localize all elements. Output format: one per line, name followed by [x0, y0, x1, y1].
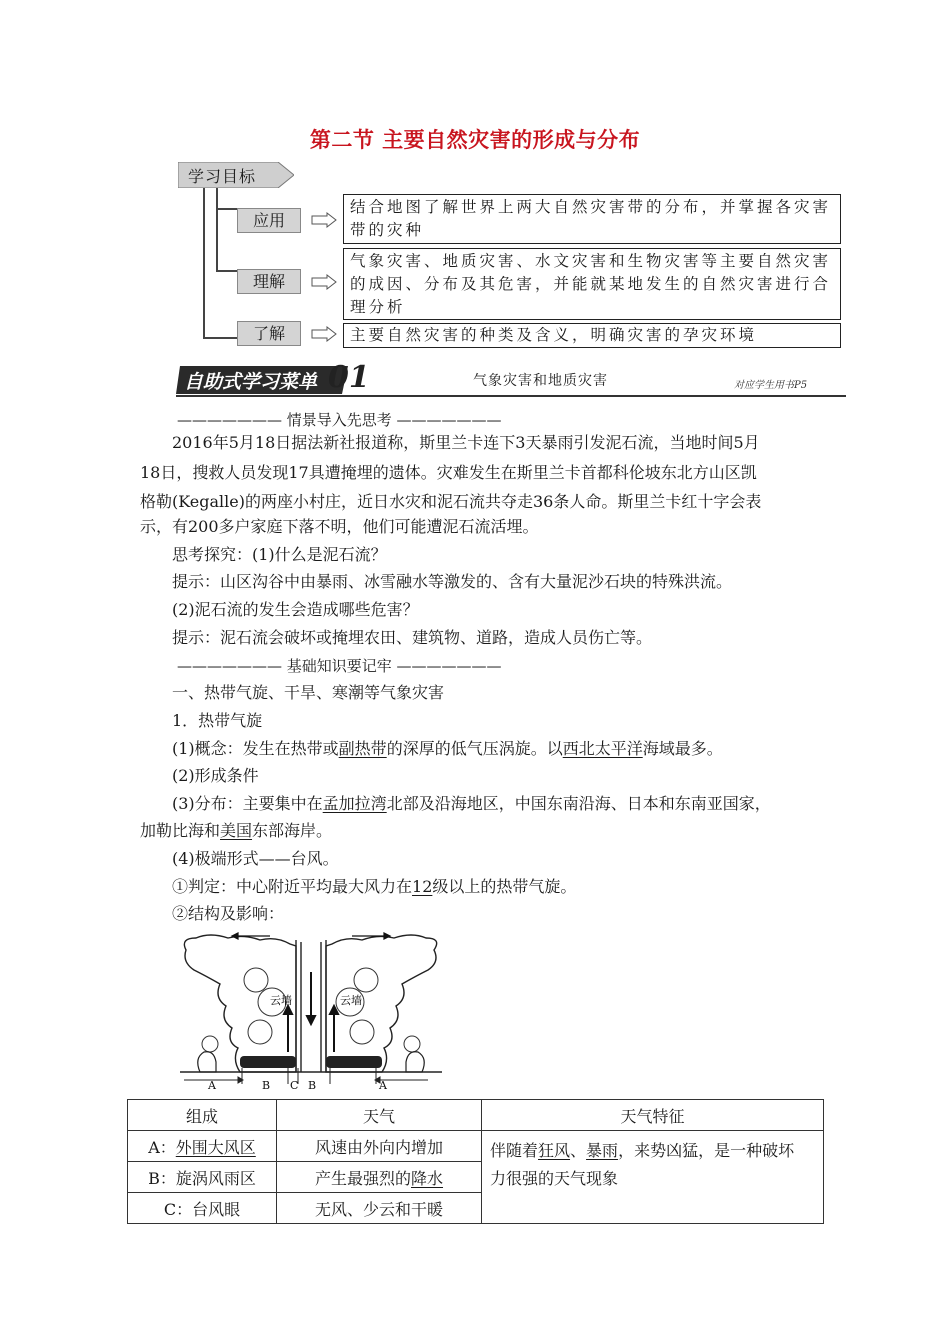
text: 无风、少云和干暖: [314, 1199, 443, 1219]
text: ①判定：中心附近平均最大风力在: [172, 877, 413, 896]
table-cell-weather: [277, 1131, 482, 1162]
text: 东部海岸。: [252, 821, 333, 840]
zone-a-right: A: [379, 1079, 387, 1092]
text: 产生最强烈的: [314, 1168, 411, 1188]
table-row: [128, 1131, 824, 1162]
blank-answer: 狂风: [538, 1141, 571, 1160]
text: B：旋涡风雨区: [148, 1168, 256, 1188]
distribution-line-2: [140, 817, 332, 845]
tree-branch-1: [216, 208, 237, 210]
arrow-icon: [311, 274, 337, 290]
blank-answer: 12: [412, 877, 433, 896]
text: 的深厚的低气压涡旋。以: [386, 739, 563, 758]
typhoon-structure-diagram: [180, 932, 442, 1092]
blank-answer: 降水: [411, 1168, 444, 1188]
blank-answer: 外围大风区: [175, 1137, 256, 1157]
objective-text-understand: 气象灾害、地质灾害、水文灾害和生物灾害等主要自然灾害的成因、分布及其危害，并能就某地发生的自然灾害进行合理分析: [343, 248, 841, 320]
concept-line: [172, 735, 723, 763]
right-eyewall-label: 云墙: [340, 994, 362, 1007]
zone-c: C: [290, 1079, 299, 1092]
text: (3)分布：主要集中在: [172, 794, 323, 813]
table-header-part: 组成: [128, 1100, 277, 1131]
objective-tag-know: 了解: [237, 321, 301, 346]
text: ，来势凶猛，是一种破坏: [618, 1141, 795, 1160]
scenario-line-3: 格勒(Kegalle)的两座小村庄，近日水灾和泥石流共夺走36条人命。斯里兰卡红十字会表: [140, 492, 762, 511]
table-header-row: [128, 1100, 824, 1131]
menu-banner: [176, 362, 376, 396]
blank-answer: 孟加拉湾: [322, 794, 387, 813]
text: 、: [570, 1141, 587, 1160]
banner-reference: 对应学生用书P5: [734, 380, 808, 391]
table-cell-part: [128, 1162, 277, 1193]
blank-answer: 西北太平洋: [562, 739, 643, 758]
table-header-weather: 天气: [277, 1100, 482, 1131]
question-1: 思考探究：(1)什么是泥石流？: [172, 545, 387, 564]
tree-trunk-inner: [216, 188, 218, 271]
banner-rule: [176, 395, 846, 397]
text: 海域最多。: [642, 739, 723, 758]
arrow-icon: [311, 212, 337, 228]
objective-tag-apply: 应用: [237, 208, 301, 233]
extreme-form: (4)极端形式——台风。: [172, 849, 339, 868]
blank-answer: 美国: [220, 821, 253, 840]
objective-text-know: 主要自然灾害的种类及含义，明确灾害的孕灾环境: [343, 323, 841, 348]
banner-label: 自助式学习菜单: [184, 371, 318, 393]
text: 加勒比海和: [140, 821, 221, 840]
tree-branch-3: [203, 337, 237, 339]
table-cell-weather: [277, 1193, 482, 1224]
table-header-feature: 天气特征: [482, 1100, 824, 1131]
text: 伴随着: [490, 1141, 539, 1160]
scenario-line-4: 示，有200多户家庭下落不明，他们可能遭泥石流活埋。: [140, 517, 539, 536]
table-cell-weather: [277, 1162, 482, 1193]
knowledge-heading-2: 1．热带气旋: [172, 711, 263, 730]
objective-tag-understand: 理解: [237, 269, 301, 294]
objectives-header: [178, 162, 294, 188]
structure-line: ②结构及影响：: [172, 904, 285, 923]
judgement-line: [172, 873, 576, 901]
knowledge-heading-1: 一、热带气旋、干旱、寒潮等气象灾害: [172, 683, 445, 702]
distribution-line-1: [172, 790, 771, 818]
text: 风速由外向内增加: [314, 1137, 443, 1157]
objective-text-apply: 结合地图了解世界上两大自然灾害带的分布，并掌握各灾害带的灾种: [343, 194, 841, 244]
page-title: 第二节 主要自然灾害的形成与分布: [309, 128, 641, 152]
answer-1: 提示：山区沟谷中由暴雨、冰雪融水等激发的、含有大量泥沙石块的特殊洪流。: [172, 572, 733, 591]
tree-branch-2: [216, 270, 237, 272]
text: C：台风眼: [163, 1199, 241, 1219]
formation-conditions: (2)形成条件: [172, 766, 259, 785]
zone-b-right: B: [308, 1079, 317, 1092]
arrow-icon: [311, 326, 337, 342]
banner-number: 01: [328, 360, 370, 395]
table-cell-part: [128, 1193, 277, 1224]
text: 北部及沿海地区，中国东南沿海、日本和东南亚国家，: [386, 794, 771, 813]
scenario-line-2: 18日，搜救人员发现17具遭掩埋的遗体。灾难发生在斯里兰卡首都科伦坡东北方山区凯: [140, 463, 757, 482]
objectives-header-label: 学习目标: [188, 167, 257, 186]
blank-answer: 暴雨: [586, 1141, 619, 1160]
section-heading-knowledge: ——————— 基础知识要记牢 ———————: [177, 657, 502, 675]
question-2: (2)泥石流的发生会造成哪些危害？: [172, 600, 419, 619]
zone-b-left: B: [262, 1079, 271, 1092]
answer-2: 提示：泥石流会破坏或掩埋农田、建筑物、道路，造成人员伤亡等。: [172, 628, 653, 647]
left-eyewall-label: 云墙: [270, 994, 292, 1007]
banner-subtitle: 气象灾害和地质灾害: [473, 373, 608, 389]
table-cell-feature: [482, 1131, 824, 1224]
text: (1)概念：发生在热带或: [172, 739, 339, 758]
tree-trunk: [203, 188, 205, 338]
table-cell-part: [128, 1131, 277, 1162]
text: 力很强的天气现象: [490, 1169, 619, 1188]
zone-a-left: A: [208, 1079, 216, 1092]
blank-answer: 副热带: [338, 739, 387, 758]
section-heading-scenario: ——————— 情景导入先思考 ———————: [177, 411, 502, 429]
typhoon-structure-table: [127, 1099, 824, 1224]
text: 级以上的热带气旋。: [432, 877, 577, 896]
text: A：: [148, 1137, 176, 1157]
scenario-line-1: 2016年5月18日据法新社报道称，斯里兰卡连下3天暴雨引发泥石流，当地时间5月: [172, 433, 760, 452]
